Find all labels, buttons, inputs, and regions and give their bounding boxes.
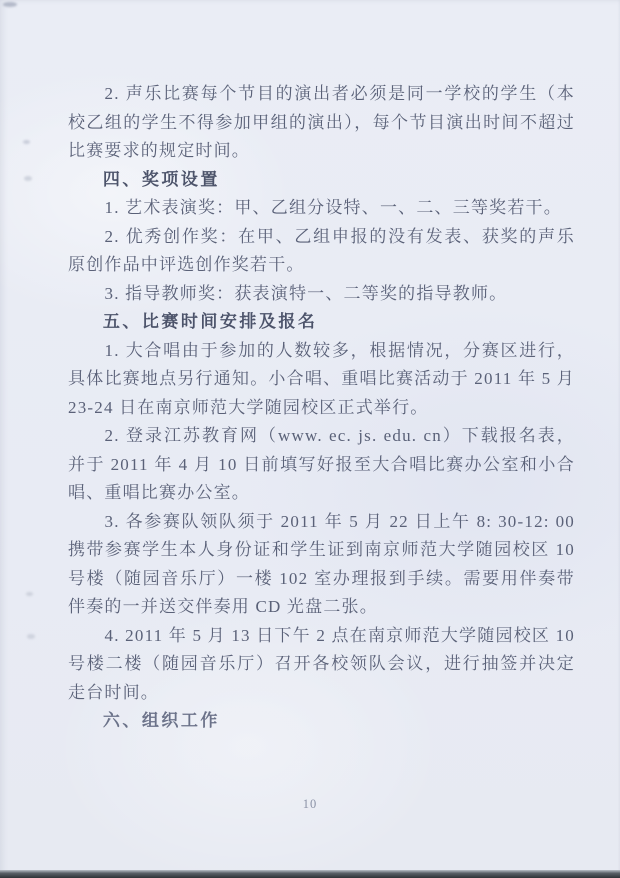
section-heading-awards: 四、奖项设置 — [102, 169, 220, 189]
section-heading-schedule: 五、比赛时间安排及报名 — [102, 312, 318, 331]
document-body — [68, 80, 575, 736]
paragraph-performers-rule: 2. 声乐比赛每个节目的演出者必须是同一学校的学生（本校乙组的学生不得参加甲组的演出），每个节目演出时间不超过比赛要求的规定时间。 — [68, 84, 575, 160]
scan-speck — [26, 592, 33, 596]
paragraph-checkin: 3. 各参赛队领队须于 2011 年 5 月 22 日上午 8: 30-12: 00 携带参赛学生本人身份证和学生证到南京师范大学随园校区 10 号楼（随园音乐厅）一楼 102 室办理报到手续。需要用伴奏带伴奏的一并送交伴奏用 CD 光盘二张。 — [68, 511, 575, 616]
scan-speck — [24, 176, 32, 181]
scan-speck — [23, 140, 30, 144]
paragraph-leaders-meeting: 4. 2011 年 5 月 13 日下午 2 点在南京师范大学随园校区 10 号楼二楼（随园音乐厅）召开各校领队会议，进行抽签并决定走台时间。 — [68, 625, 575, 702]
paragraph-chorus-schedule: 1. 大合唱由于参加的人数较多，根据情况，分赛区进行，具体比赛地点另行通知。小合唱、重唱比赛活动于 2011 年 5 月 23-24 日在南京师范大学随园校区正式举行。 — [68, 340, 575, 417]
scan-speck — [27, 634, 35, 639]
paragraph-registration: 2. 登录江苏教育网（www. ec. js. edu. cn）下载报名表，并于 2011 年 4 月 10 日前填写好报至大合唱比赛办公室和小合唱、重唱比赛办公室。 — [68, 426, 575, 502]
section-heading-organization: 六、组织工作 — [102, 711, 220, 730]
page-number: 10 — [302, 797, 318, 811]
paragraph-teacher-award: 3. 指导教师奖：获表演特一、二等奖的指导教师。 — [104, 283, 508, 303]
paragraph-performance-award: 1. 艺术表演奖：甲、乙组分设特、一、二、三等奖若干。 — [104, 198, 562, 217]
scan-speck — [3, 2, 17, 7]
paragraph-creation-award: 2. 优秀创作奖：在甲、乙组申报的没有发表、获奖的声乐原创作品中评选创作奖若干。 — [68, 226, 575, 274]
scanner-edge-artifact — [0, 870, 620, 878]
